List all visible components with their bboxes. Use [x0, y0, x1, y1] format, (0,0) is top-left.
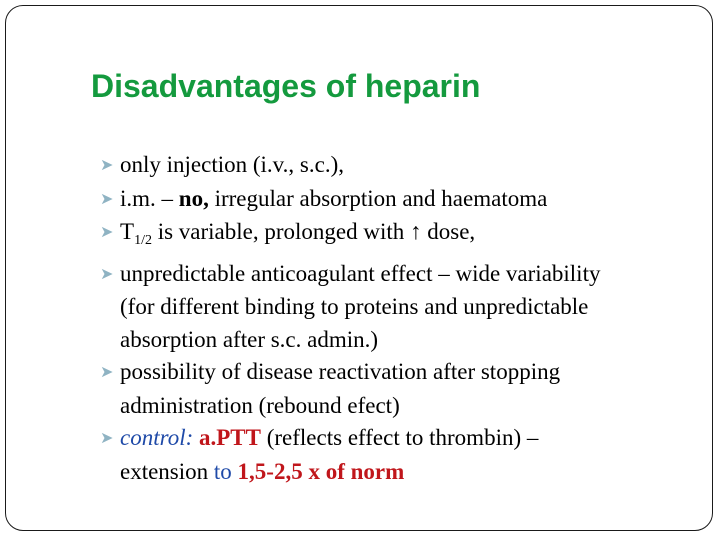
bullet-text-pre: i.m. – — [120, 185, 179, 211]
arrow-bullet-icon: ➤ — [100, 190, 114, 208]
control-label: control: — [120, 425, 194, 450]
bullet-text-post: irregular absorption and haematoma — [208, 185, 548, 211]
bullet-line-3: absorption after s.c. admin.) — [120, 326, 379, 352]
extension-text: extension — [120, 458, 214, 484]
bullet-half-life — [100, 216, 715, 258]
bullet-text-post: dose, — [421, 219, 476, 244]
arrow-bullet-icon: ➤ — [100, 430, 114, 447]
bullet-text: only injection (i.v., s.c.), — [120, 152, 344, 177]
bullet-line-2: administration (rebound efect) — [120, 392, 400, 418]
bullet-line-1: unpredictable anticoagulant effect – wide variability — [120, 260, 601, 286]
bullet-unpredictable — [100, 258, 715, 357]
bullet-reactivation — [100, 356, 715, 422]
bullet-im — [100, 183, 715, 217]
bullet-injection — [100, 149, 715, 183]
bullet-text-rest: (reflects effect to thrombin) – — [260, 425, 539, 450]
half-life-symbol: T — [120, 219, 135, 244]
arrow-bullet-icon: ➤ — [100, 224, 114, 241]
aptt-label: a.PTT — [199, 425, 261, 450]
arrow-bullet-icon: ➤ — [100, 364, 114, 381]
bullet-text-mid: is variable, prolonged with — [151, 219, 411, 244]
slide-frame — [5, 5, 713, 531]
arrow-bullet-icon: ➤ — [100, 265, 114, 283]
half-life-subscript: 1/2 — [134, 233, 152, 248]
norm-range: 1,5-2,5 x of norm — [237, 458, 405, 484]
slide-title: Disadvantages of heparin — [91, 68, 481, 104]
bullet-line-1: possibility of disease reactivation after stopping — [120, 359, 561, 384]
to-text: to — [213, 458, 232, 484]
arrow-bullet-icon: ➤ — [100, 157, 114, 174]
bullet-list — [100, 149, 715, 488]
bullet-control — [100, 422, 715, 488]
bullet-line-2: (for different binding to proteins and unpredictable — [120, 294, 589, 319]
bullet-text-bold: no, — [178, 185, 209, 211]
up-arrow-icon: ↑ — [410, 219, 422, 244]
